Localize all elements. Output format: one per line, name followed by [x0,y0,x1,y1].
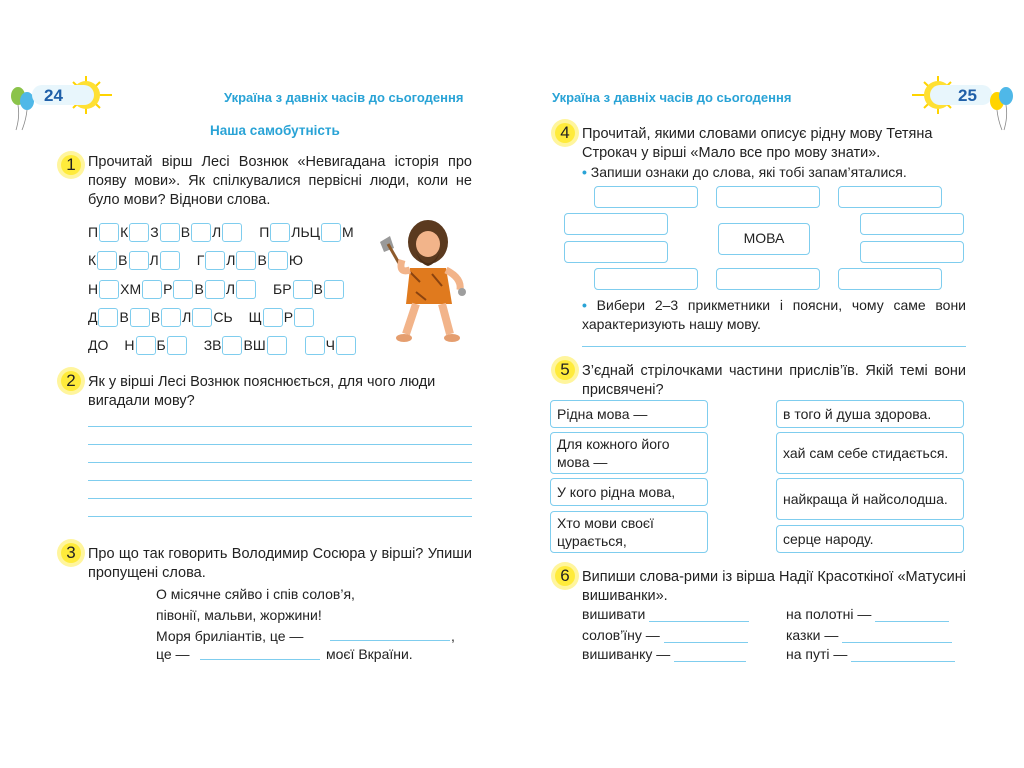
letter-text: Д [88,309,98,325]
letter-text: Б [156,337,166,353]
attribute-box[interactable] [860,241,964,263]
letter-box[interactable] [167,336,187,355]
proverb-end[interactable]: найкраща й найсолодша. [776,478,964,520]
proverb-start[interactable]: Рідна мова — [550,400,708,428]
letter-text: Г [196,252,205,268]
letter-text: П [259,224,270,240]
task-number-badge: 5 [550,355,580,385]
letter-text: Л [149,252,159,268]
letter-text: Ч [325,337,335,353]
letter-box[interactable] [142,280,162,299]
task5-text: З’єднай стрілочками частини прислів’їв. Якій темі вони присвячені? [582,363,966,398]
rhyme-blank[interactable] [674,648,746,662]
rhyme-row: на полотні — [786,606,949,622]
poem-line: моєї Вкраїни. [326,646,413,662]
balloons-icon [988,82,1016,132]
letter-box[interactable] [270,223,290,242]
attribute-box[interactable] [564,213,668,235]
proverb-end[interactable]: в того й душа здорова. [776,400,964,428]
attribute-box[interactable] [860,213,964,235]
letter-text: З [150,224,159,240]
letter-text: К [88,252,97,268]
letter-text: Н [124,337,135,353]
proverb-start[interactable]: У кого рідна мова, [550,478,708,506]
letter-box[interactable] [222,336,242,355]
sun-icon [910,72,996,118]
center-word-box: МОВА [718,223,810,255]
letter-box[interactable] [205,280,225,299]
rhyme-blank[interactable] [851,648,955,662]
letter-box[interactable] [129,251,149,270]
rhyme-row: на путі — [786,646,955,662]
page-number: 24 [44,86,63,105]
rhyme-row: вишивати [582,606,749,622]
answer-line[interactable] [88,462,472,463]
answer-line[interactable] [88,480,472,481]
letter-box[interactable] [99,280,119,299]
letter-text: К [120,224,129,240]
attribute-box[interactable] [838,268,942,290]
letter-box[interactable] [294,308,314,327]
letter-text: В [150,309,161,325]
poem-punct: , [451,628,455,644]
letter-box[interactable] [192,308,212,327]
page-header: Україна з давніх часів до сьогодення [224,90,464,105]
letter-box[interactable] [205,251,225,270]
letter-box[interactable] [324,280,344,299]
answer-line[interactable] [88,426,472,427]
proverb-start[interactable]: Хто мови своєї цурається, [550,511,708,553]
rhyme-row: казки — [786,627,952,643]
task-number-badge: 6 [550,561,580,591]
answer-line[interactable] [582,346,966,347]
letter-text: В [119,309,129,325]
letter-box[interactable] [321,223,341,242]
poem-line: півонії, мальви, жоржини! [156,607,322,623]
letter-box[interactable] [293,280,313,299]
task-number-badge: 2 [56,366,86,396]
task-number-badge: 1 [56,150,86,180]
letter-text: Р [163,281,173,297]
task-number-badge: 4 [550,118,580,148]
task1-text: Прочитай вірш Лесі Вознюк «Невигадана історія про появу мови». Як спілкувалися первісні люди, коли не було мови? Віднови слова. [88,154,472,208]
attribute-box[interactable] [716,186,820,208]
section-title: Наша самобутність [210,123,340,138]
rhyme-blank[interactable] [875,608,949,622]
poem-line: Моря брилiантів, це — [156,628,304,644]
attribute-box[interactable] [564,241,668,263]
letter-row [88,250,303,270]
task-number-badge: 3 [56,538,86,568]
letter-text: Л [182,309,192,325]
rhyme-blank[interactable] [842,629,952,643]
rhyme-blank[interactable] [664,629,748,643]
letter-box[interactable] [160,251,180,270]
proverb-end[interactable]: серце народу. [776,525,964,553]
letter-box[interactable] [191,223,211,242]
proverb-end[interactable]: хай сам себе стидається. [776,432,964,474]
letter-box[interactable] [336,336,356,355]
attribute-box[interactable] [594,186,698,208]
fill-blank[interactable] [330,640,450,641]
letter-text: БР [273,281,292,297]
letter-text: Р [283,309,294,325]
letter-text: Н [88,281,99,297]
answer-line[interactable] [88,498,472,499]
task3-text: Про що так говорить Володимир Сосюра у вірші? Упиши пропущені слова. [88,546,472,581]
letter-text: ВШ [243,337,266,353]
attribute-box[interactable] [716,268,820,290]
letter-text: В [194,281,204,297]
letter-text: ЗВ [203,337,222,353]
letter-text: ХМ [120,281,142,297]
letter-text: ДО [88,337,109,353]
attribute-box[interactable] [594,268,698,290]
task2-text: Як у вірші Лесі Вознюк пояснюється, для чого люди вигадали мову? [88,374,436,409]
letter-text: ЛЬЦ [291,224,321,240]
letter-row [88,307,315,327]
letter-box[interactable] [236,251,256,270]
task4-bullet: • Вибери 2–3 прикметники і поясни, чому саме вони характеризують нашу мову. [582,297,967,332]
letter-row [88,222,354,242]
letter-text: В [257,252,267,268]
answer-line[interactable] [88,444,472,445]
rhyme-row: солов’їну — [582,627,748,643]
letter-text: В [180,224,191,240]
letter-box[interactable] [222,223,242,242]
letter-box[interactable] [98,308,118,327]
letter-text: Л [226,252,236,268]
letter-box[interactable] [136,336,156,355]
letter-box[interactable] [263,308,283,327]
letter-box[interactable] [97,251,117,270]
letter-text: СЬ [213,309,233,325]
sun-icon [28,72,114,118]
task4-text: Прочитай, якими словами описує рідну мову Тетяна Строкач у вірші «Мало все про мову знати». [582,126,933,161]
poem-line: це — [156,646,190,662]
page-header: Україна з давніх часів до сьогодення [552,90,792,105]
letter-box[interactable] [99,223,119,242]
letter-text: Л [225,281,235,297]
letter-box[interactable] [305,336,325,355]
letter-box[interactable] [267,336,287,355]
rhyme-blank[interactable] [649,608,749,622]
letter-box[interactable] [160,223,180,242]
letter-text: М [342,224,354,240]
attribute-box[interactable] [838,186,942,208]
task6-text: Випиши слова-рими із вірша Надії Красоткіної «Матусині вишиванки». [582,569,966,604]
fill-blank[interactable] [200,659,320,660]
letter-row [88,335,357,355]
task4-bullet: • Запиши ознаки до слова, які тобі запам’яталися. [582,164,907,180]
letter-box[interactable] [173,280,193,299]
caveman-illustration [376,212,476,352]
letter-text: В [118,252,128,268]
proverb-start[interactable]: Для кожного його мова — [550,432,708,474]
letter-text: П [88,224,99,240]
letter-box[interactable] [129,223,149,242]
letter-box[interactable] [268,251,288,270]
answer-line[interactable] [88,516,472,517]
rhyme-row: вишиванку — [582,646,746,662]
letter-box[interactable] [236,280,256,299]
letter-row [88,279,345,299]
letter-text: Ю [288,252,303,268]
letter-text: Щ [248,309,262,325]
letter-box[interactable] [130,308,150,327]
letter-box[interactable] [161,308,181,327]
letter-text: В [313,281,323,297]
page-number: 25 [958,86,977,105]
letter-text: Л [212,224,222,240]
poem-line: О місячне сяйво і спів солов’я, [156,586,355,602]
